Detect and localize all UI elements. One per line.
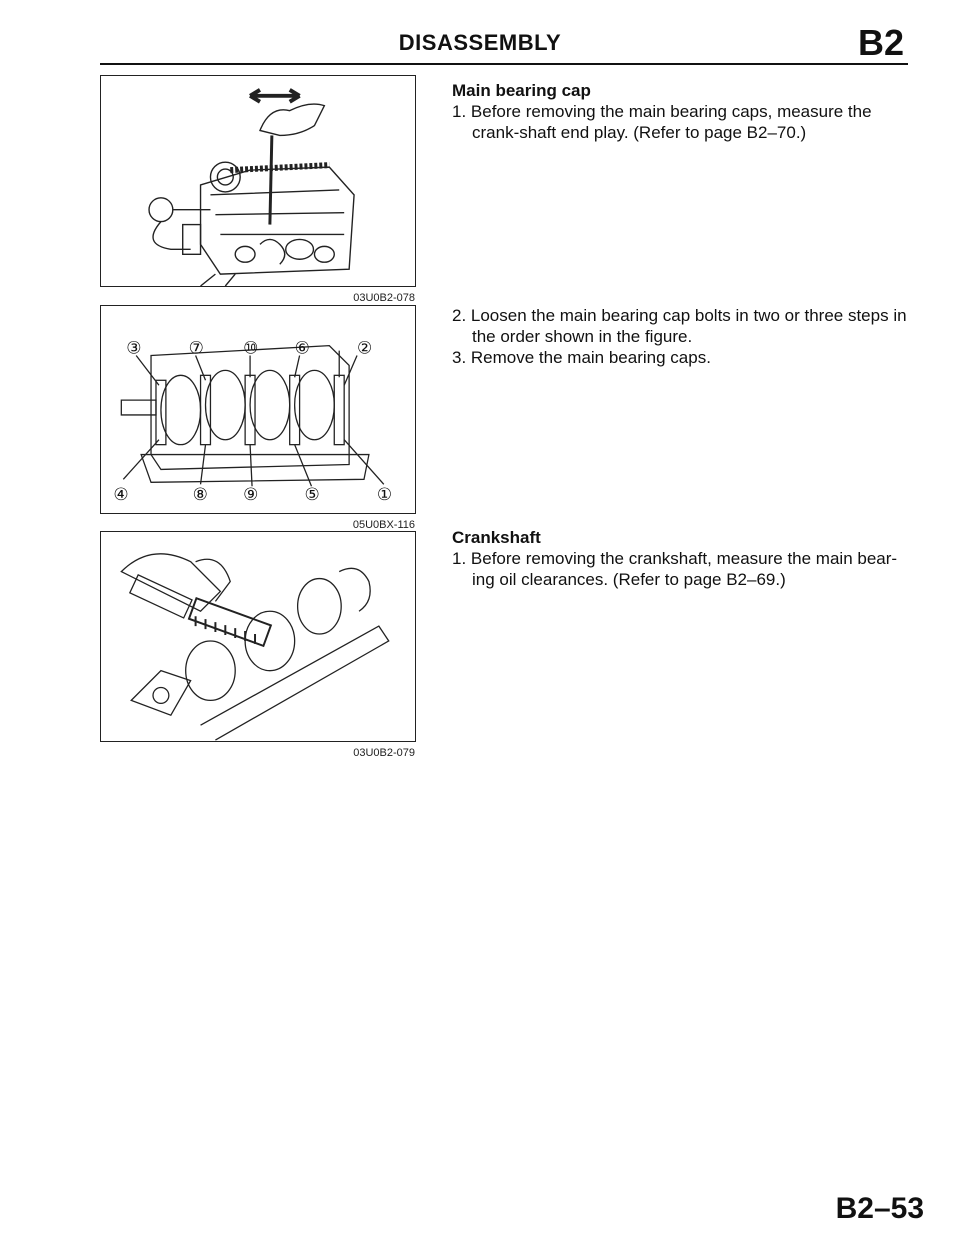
bolt-callout-9: ⑨ bbox=[243, 484, 259, 505]
bolt-sequence-illustration bbox=[101, 306, 415, 513]
figure-code: 03U0B2-078 bbox=[353, 292, 415, 304]
figure-end-play-measurement bbox=[100, 75, 416, 304]
end-play-illustration bbox=[101, 76, 415, 286]
page-number: B2–53 bbox=[835, 1192, 924, 1225]
instruction-step: 1. Before removing the main bearing caps, measure the crank-shaft end play. (Refer to page B2–70.) bbox=[452, 102, 872, 142]
section-main-bearing-cap bbox=[452, 80, 910, 143]
instruction-step: 1. Before removing the crankshaft, measure the main bear-ing oil clearances. (Refer to page B2–69.) bbox=[452, 549, 898, 589]
oil-clearance-illustration bbox=[101, 532, 415, 741]
header-divider bbox=[100, 63, 908, 65]
instruction-step: 3. Remove the main bearing caps. bbox=[452, 348, 711, 367]
figure-code: 05U0BX-116 bbox=[352, 519, 415, 531]
section-heading: Main bearing cap bbox=[452, 81, 591, 100]
bolt-callout-6: ⑥ bbox=[294, 337, 310, 358]
figure-oil-clearance bbox=[100, 531, 416, 759]
figure-bolt-sequence bbox=[100, 305, 416, 531]
bolt-callout-10: ⑩ bbox=[243, 337, 259, 358]
bolt-callout-8: ⑧ bbox=[192, 484, 208, 505]
bolt-callout-5: ⑤ bbox=[304, 484, 320, 505]
section-heading: Crankshaft bbox=[452, 528, 541, 547]
bolt-callout-4: ④ bbox=[113, 484, 129, 505]
section-code: B2 bbox=[857, 22, 904, 63]
instruction-step: 2. Loosen the main bearing cap bolts in two or three steps in the order shown in the figure. bbox=[452, 306, 907, 346]
bolt-callout-1: ① bbox=[376, 484, 392, 505]
bolt-callout-3: ③ bbox=[126, 337, 142, 358]
bolt-callout-7: ⑦ bbox=[188, 337, 204, 358]
bolt-callout-2: ② bbox=[357, 337, 373, 358]
figure-code: 03U0B2-079 bbox=[353, 747, 415, 759]
page-title: DISASSEMBLY bbox=[398, 30, 562, 55]
section-main-bearing-cap-steps bbox=[452, 305, 910, 368]
section-crankshaft bbox=[452, 527, 910, 590]
